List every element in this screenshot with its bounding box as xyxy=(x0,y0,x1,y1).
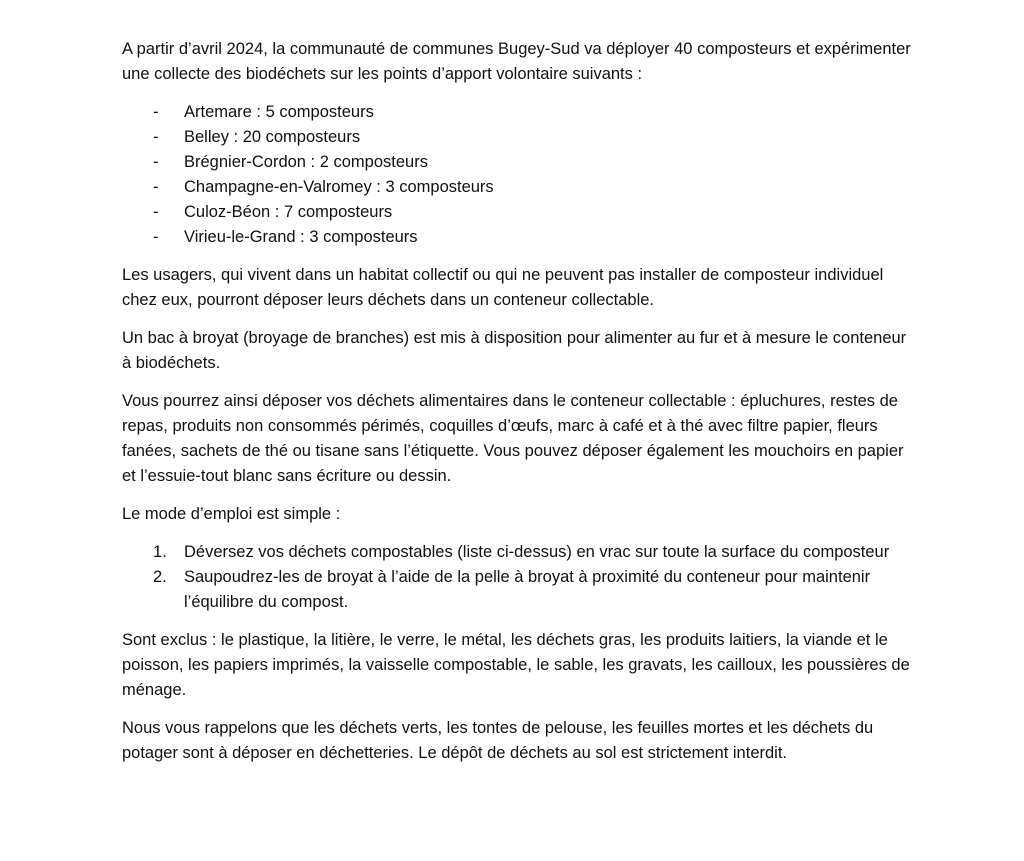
step-number: 2. xyxy=(153,568,167,586)
list-item xyxy=(122,150,912,175)
list-dash: - xyxy=(153,203,159,221)
step-number: 1. xyxy=(153,543,167,561)
locations-list xyxy=(122,100,912,250)
waste-paragraph: Vous pourrez ainsi déposer vos déchets alimentaires dans le conteneur collectable : épluchures, restes de repas, produits non consommés périmés, coquilles d’œufs, marc à café et à thé avec filtre papier, fleurs fanées, sachets de thé ou tisane sans l’étiquette. Vous pouvez déposer également les mouchoirs en papier et l’essuie-tout blanc sans écriture ou dessin. xyxy=(122,392,904,485)
location-text: Virieu-le-Grand : 3 composteurs xyxy=(184,228,418,246)
list-item xyxy=(122,100,912,125)
step-text: Saupoudrez-les de broyat à l’aide de la pelle à broyat à proximité du conteneur pour maintenir l’équilibre du compost. xyxy=(184,568,871,611)
location-text: Culoz-Béon : 7 composteurs xyxy=(184,203,393,221)
list-item xyxy=(122,200,912,225)
step-text: Déversez vos déchets compostables (liste ci-dessus) en vrac sur toute la surface du composteur xyxy=(184,543,890,561)
list-item xyxy=(122,540,912,565)
list-item xyxy=(122,125,912,150)
list-item xyxy=(122,565,912,615)
list-dash: - xyxy=(153,178,159,196)
list-item xyxy=(122,175,912,200)
location-text: Artemare : 5 composteurs xyxy=(184,103,374,121)
location-text: Belley : 20 composteurs xyxy=(184,128,361,146)
document-page xyxy=(122,37,912,779)
list-item xyxy=(122,225,912,250)
list-dash: - xyxy=(153,103,159,121)
mode-paragraph: Le mode d’emploi est simple : xyxy=(122,505,341,523)
list-dash: - xyxy=(153,153,159,171)
intro-paragraph: A partir d’avril 2024, la communauté de communes Bugey-Sud va déployer 40 composteurs et expérimenter une collecte des biodéchets sur les points d’apport volontaire suivants : xyxy=(122,40,911,83)
location-text: Champagne-en-Valromey : 3 composteurs xyxy=(184,178,494,196)
location-text: Brégnier-Cordon : 2 composteurs xyxy=(184,153,428,171)
list-dash: - xyxy=(153,128,159,146)
list-dash: - xyxy=(153,228,159,246)
reminder-paragraph: Nous vous rappelons que les déchets verts, les tontes de pelouse, les feuilles mortes et les déchets du potager sont à déposer en déchetteries. Le dépôt de déchets au sol est strictement interdit. xyxy=(122,719,874,762)
users-paragraph: Les usagers, qui vivent dans un habitat collectif ou qui ne peuvent pas installer de composteur individuel chez eux, pourront déposer leurs déchets dans un conteneur collectable. xyxy=(122,266,884,309)
excluded-paragraph: Sont exclus : le plastique, la litière, le verre, le métal, les déchets gras, les produits laitiers, la viande et le poisson, les papiers imprimés, la vaisselle compostable, le sable, les gravats, les cailloux, les poussières de ménage. xyxy=(122,631,910,699)
broyat-paragraph: Un bac à broyat (broyage de branches) est mis à disposition pour alimenter au fur et à mesure le conteneur à biodéchets. xyxy=(122,329,907,372)
steps-list xyxy=(122,540,912,615)
